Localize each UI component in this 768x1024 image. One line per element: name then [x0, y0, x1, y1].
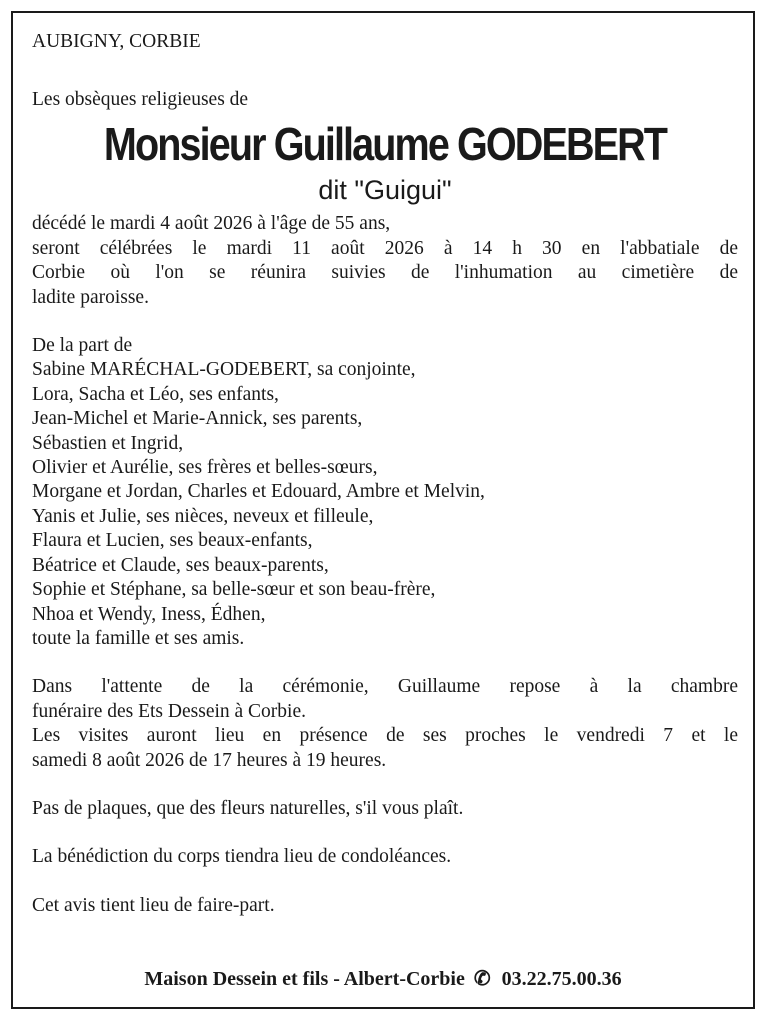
flowers-note: Pas de plaques, que des fleurs naturelles, s'il vous plaît. — [32, 797, 464, 819]
notice-note: Cet avis tient lieu de faire-part. — [32, 894, 275, 916]
family-line: Olivier et Aurélie, ses frères et belles-sœurs, — [32, 457, 378, 479]
rest-line: Dans l'attente de la cérémonie, Guillaume repose à la chambre — [32, 676, 738, 698]
family-line: Béatrice et Claude, ses beaux-parents, — [32, 554, 329, 576]
family-line: Jean-Michel et Marie-Annick, ses parents, — [32, 408, 363, 430]
obituary-notice — [32, 30, 738, 918]
family-line: Flaura et Lucien, ses beaux-enfants, — [32, 530, 313, 552]
family-list — [32, 334, 738, 651]
funeral-home-footer — [11, 966, 755, 991]
family-line: toute la famille et ses amis. — [32, 627, 245, 649]
rest-paragraph — [32, 675, 738, 773]
family-line: De la part de — [32, 335, 133, 357]
funeral-home-name: Maison Dessein et fils - Albert-Corbie — [144, 968, 465, 990]
location: AUBIGNY, CORBIE — [32, 31, 201, 52]
deceased-nickname: dit "Guigui" — [318, 175, 452, 206]
phone-icon: ✆ — [473, 968, 491, 990]
rest-line: funéraire des Ets Dessein à Corbie. — [32, 700, 306, 722]
family-line: Lora, Sacha et Léo, ses enfants, — [32, 383, 279, 405]
deceased-name: Monsieur Guillaume GODEBERT — [103, 118, 667, 171]
family-line: Sophie et Stéphane, sa belle-sœur et son beau-frère, — [32, 579, 436, 601]
family-line: Morgane et Jordan, Charles et Edouard, Ambre et Melvin, — [32, 481, 485, 503]
funeral-home-phone: 03.22.75.00.36 — [501, 968, 622, 990]
rest-line: samedi 8 août 2026 de 17 heures à 19 heures. — [32, 749, 387, 771]
death-line: décédé le mardi 4 août 2026 à l'âge de 55 ans, — [32, 213, 391, 235]
rest-line: Les visites auront lieu en présence de ses proches le vendredi 7 et le — [32, 725, 738, 747]
family-line: Yanis et Julie, ses nièces, neveux et filleule, — [32, 505, 374, 527]
intro-text: Les obsèques religieuses de — [32, 89, 249, 110]
family-line: Nhoa et Wendy, Iness, Édhen, — [32, 603, 266, 625]
blessing-note: La bénédiction du corps tiendra lieu de condoléances. — [32, 846, 452, 868]
death-paragraph — [32, 212, 738, 310]
death-line: ladite paroisse. — [32, 286, 149, 308]
family-line: Sabine MARÉCHAL-GODEBERT, sa conjointe, — [32, 359, 416, 381]
death-line: seront célébrées le mardi 11 août 2026 à 14 h 30 en l'abbatiale de — [32, 237, 738, 259]
death-line: Corbie où l'on se réunira suivies de l'inhumation au cimetière de — [32, 262, 738, 284]
family-line: Sébastien et Ingrid, — [32, 432, 184, 454]
